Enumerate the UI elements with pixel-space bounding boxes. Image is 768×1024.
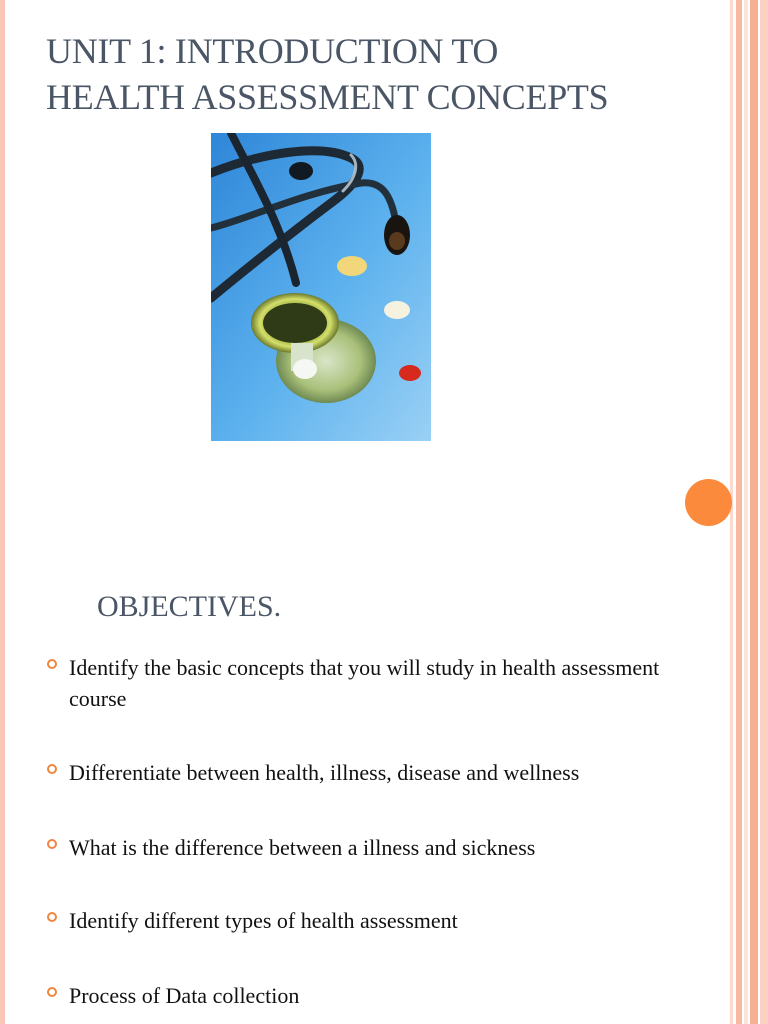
bullet-ring-icon	[47, 764, 57, 774]
bullet-ring-icon	[47, 912, 57, 922]
bullet-ring-icon	[47, 839, 57, 849]
list-item-text: What is the difference between a illness and sickness	[69, 835, 536, 860]
left-border	[0, 0, 5, 1024]
title-line-1: UNIT 1: INTRODUCTION TO	[46, 31, 499, 71]
objectives-heading: OBJECTIVES.	[97, 590, 282, 623]
stethoscope-photo	[211, 133, 431, 441]
bullet-ring-icon	[47, 659, 57, 669]
right-stripe	[730, 0, 733, 1024]
list-item-text: Process of Data collection	[69, 983, 300, 1008]
right-stripe	[750, 0, 758, 1024]
title-line-2: HEALTH ASSESSMENT CONCEPTS	[46, 77, 609, 117]
list-item-text: Identify different types of health assessment	[69, 908, 458, 933]
list-item-text: Identify the basic concepts that you will study in health assessment course	[69, 655, 660, 711]
list-item-text: Differentiate between health, illness, disease and wellness	[69, 760, 580, 785]
orange-circle-decoration	[685, 479, 732, 526]
right-stripe	[760, 0, 768, 1024]
bullet-ring-icon	[47, 987, 57, 997]
right-stripe	[736, 0, 742, 1024]
right-stripe	[744, 0, 748, 1024]
slide-title	[46, 28, 716, 120]
